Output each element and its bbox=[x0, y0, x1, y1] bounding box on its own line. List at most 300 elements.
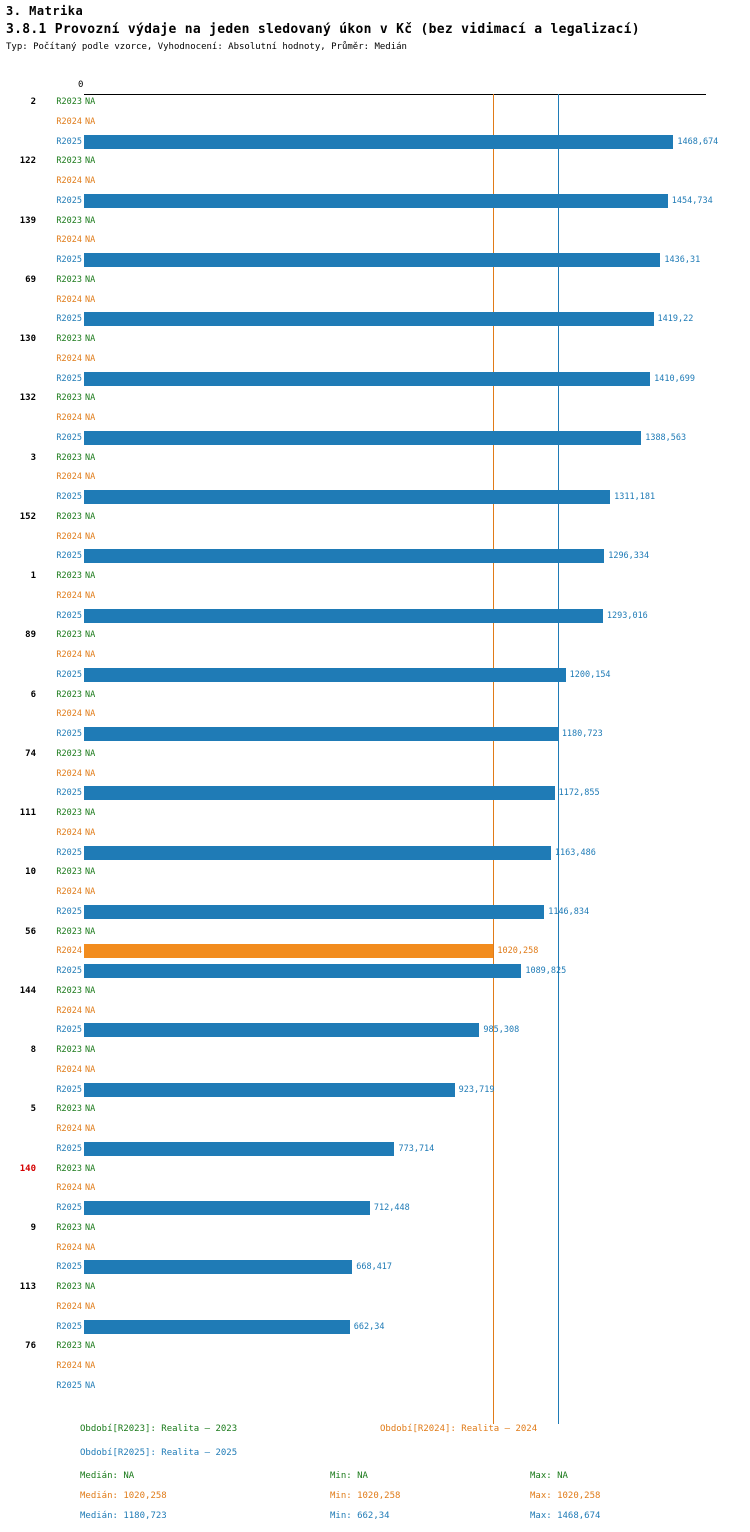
chart-row bbox=[0, 746, 750, 764]
group-id-label: 6 bbox=[30, 689, 36, 700]
row-series-label: R2025 bbox=[56, 136, 82, 147]
bar-R2025[interactable] bbox=[84, 431, 641, 445]
bar-value-label: 668,417 bbox=[356, 1262, 393, 1273]
row-series-label-box bbox=[40, 706, 82, 720]
row-series-label: R2024 bbox=[56, 709, 82, 720]
row-series-label: R2023 bbox=[56, 1341, 82, 1352]
chart-row bbox=[0, 667, 750, 685]
chart-row bbox=[0, 943, 750, 961]
na-marker: NA bbox=[85, 926, 96, 937]
chart-row bbox=[0, 1220, 750, 1238]
row-series-label-box bbox=[40, 351, 82, 365]
row-series-label-box bbox=[40, 292, 82, 306]
na-marker: NA bbox=[85, 1301, 96, 1312]
section-title: 3. Matrika bbox=[6, 4, 84, 18]
row-series-label-box bbox=[40, 548, 82, 562]
bar-R2025[interactable] bbox=[84, 1083, 455, 1097]
row-series-label: R2024 bbox=[56, 531, 82, 542]
chart-row bbox=[0, 430, 750, 448]
row-series-label-box bbox=[40, 983, 82, 997]
chart-row bbox=[0, 687, 750, 705]
bar-value-label: 1163,486 bbox=[554, 847, 596, 858]
row-series-label: R2024 bbox=[56, 768, 82, 779]
row-series-label-box bbox=[40, 331, 82, 345]
na-marker: NA bbox=[85, 650, 96, 660]
chart-row bbox=[0, 1378, 750, 1396]
na-marker: NA bbox=[85, 571, 96, 581]
chart-row bbox=[0, 825, 750, 843]
chart-row bbox=[0, 114, 750, 132]
legend-period-2024: Období[R2024]: Realita – 2024 bbox=[380, 1424, 538, 1434]
row-series-label: R2023 bbox=[56, 511, 82, 522]
bar-R2025[interactable] bbox=[84, 1201, 370, 1215]
legend-max-2024: Max: 1020,258 bbox=[530, 1491, 601, 1501]
row-series-label-box bbox=[40, 805, 82, 819]
chart-row bbox=[0, 1299, 750, 1317]
chart-row bbox=[0, 153, 750, 171]
bar-group bbox=[0, 509, 750, 568]
row-series-label-box bbox=[40, 272, 82, 286]
row-series-label: R2025 bbox=[56, 373, 82, 384]
row-series-label: R2023 bbox=[56, 215, 82, 226]
bar-value-label: 1410,699 bbox=[654, 373, 696, 384]
group-id-label: 76 bbox=[25, 1341, 36, 1352]
row-series-label-box bbox=[40, 1200, 82, 1214]
row-series-label-box bbox=[40, 588, 82, 602]
row-series-label: R2024 bbox=[56, 472, 82, 483]
row-series-label-box bbox=[40, 667, 82, 681]
row-series-label: R2024 bbox=[56, 946, 82, 957]
row-series-label-box bbox=[40, 1378, 82, 1392]
group-id-label: 111 bbox=[19, 808, 36, 818]
row-series-label-box bbox=[40, 864, 82, 878]
bar-value-label: 1146,834 bbox=[548, 906, 590, 917]
bar-value-label: 1296,334 bbox=[608, 551, 650, 562]
group-id-label: 139 bbox=[19, 215, 36, 226]
row-series-label: R2025 bbox=[56, 1380, 82, 1391]
row-series-label-box bbox=[40, 252, 82, 266]
bar-value-label: 1436,31 bbox=[664, 255, 701, 265]
bar-R2025[interactable] bbox=[84, 727, 558, 741]
legend-min-2025: Min: 662,34 bbox=[330, 1511, 390, 1521]
chart-row bbox=[0, 450, 750, 468]
row-series-label: R2024 bbox=[56, 590, 82, 601]
row-series-label: R2025 bbox=[56, 1203, 82, 1213]
row-series-label: R2023 bbox=[56, 748, 82, 759]
group-id-label: 152 bbox=[19, 511, 36, 522]
bar-group bbox=[0, 153, 750, 212]
row-series-label: R2023 bbox=[56, 97, 82, 107]
bar-R2025[interactable] bbox=[84, 1320, 350, 1334]
chart-row bbox=[0, 1279, 750, 1297]
bar-group bbox=[0, 805, 750, 864]
row-series-label-box bbox=[40, 1180, 82, 1194]
row-series-label-box bbox=[40, 450, 82, 464]
na-marker: NA bbox=[85, 590, 96, 601]
bar-R2025[interactable] bbox=[84, 964, 521, 978]
row-series-label: R2024 bbox=[56, 235, 82, 246]
row-series-label-box bbox=[40, 390, 82, 404]
na-marker: NA bbox=[85, 353, 96, 364]
row-series-label: R2023 bbox=[56, 630, 82, 641]
chart-row bbox=[0, 351, 750, 369]
row-series-label-box bbox=[40, 1042, 82, 1056]
row-series-label-box bbox=[40, 904, 82, 918]
na-marker: NA bbox=[85, 413, 96, 423]
bar-R2025[interactable] bbox=[84, 609, 603, 623]
bar-value-label: 923,719 bbox=[458, 1084, 495, 1095]
bar-value-label: 1020,258 bbox=[497, 946, 539, 957]
bar-group bbox=[0, 924, 750, 983]
na-marker: NA bbox=[85, 235, 96, 246]
row-series-label: R2024 bbox=[56, 1301, 82, 1312]
na-marker: NA bbox=[85, 1380, 96, 1391]
row-series-label: R2025 bbox=[56, 195, 82, 206]
legend-period-2025: Období[R2025]: Realita – 2025 bbox=[80, 1448, 238, 1458]
chart-row bbox=[0, 588, 750, 606]
row-series-label: R2023 bbox=[56, 1045, 82, 1055]
bar-R2025[interactable] bbox=[84, 253, 660, 267]
bar-group bbox=[0, 1101, 750, 1160]
chart-row bbox=[0, 924, 750, 942]
chart-row bbox=[0, 845, 750, 863]
row-series-label-box bbox=[40, 173, 82, 187]
row-series-label: R2024 bbox=[56, 1242, 82, 1253]
chart-row bbox=[0, 1022, 750, 1040]
row-series-label: R2025 bbox=[56, 729, 82, 739]
row-series-label: R2023 bbox=[56, 926, 82, 937]
na-marker: NA bbox=[85, 116, 96, 127]
chart-row bbox=[0, 1121, 750, 1139]
chart-row bbox=[0, 252, 750, 270]
chart-row bbox=[0, 627, 750, 645]
chart-row bbox=[0, 489, 750, 507]
chart-plot-area bbox=[0, 78, 750, 1408]
row-series-label-box bbox=[40, 1101, 82, 1115]
chart-row bbox=[0, 864, 750, 882]
na-marker: NA bbox=[85, 156, 96, 167]
bar-R2025[interactable] bbox=[84, 490, 610, 504]
bar-R2025[interactable] bbox=[84, 1260, 352, 1274]
legend-min-2023: Min: NA bbox=[330, 1471, 368, 1481]
row-series-label: R2024 bbox=[56, 176, 82, 186]
chart-row bbox=[0, 1259, 750, 1277]
row-series-label: R2023 bbox=[56, 571, 82, 581]
bar-group bbox=[0, 864, 750, 923]
row-series-label-box bbox=[40, 825, 82, 839]
row-series-label: R2023 bbox=[56, 393, 82, 404]
bar-group bbox=[0, 1279, 750, 1338]
chart-row bbox=[0, 1042, 750, 1060]
row-series-label: R2023 bbox=[56, 1282, 82, 1292]
row-series-label-box bbox=[40, 311, 82, 325]
na-marker: NA bbox=[85, 393, 96, 404]
na-marker: NA bbox=[85, 808, 96, 818]
bar-R2025[interactable] bbox=[84, 312, 654, 326]
na-marker: NA bbox=[85, 1064, 96, 1075]
row-series-label: R2025 bbox=[56, 492, 82, 502]
na-marker: NA bbox=[85, 1104, 96, 1115]
na-marker: NA bbox=[85, 1242, 96, 1253]
legend-max-2025: Max: 1468,674 bbox=[530, 1511, 601, 1521]
chart-row bbox=[0, 1062, 750, 1080]
chart-row bbox=[0, 568, 750, 586]
row-series-label-box bbox=[40, 568, 82, 582]
row-series-label-box bbox=[40, 766, 82, 780]
row-series-label: R2025 bbox=[56, 314, 82, 325]
bar-value-label: 985,308 bbox=[483, 1025, 520, 1036]
na-marker: NA bbox=[85, 630, 96, 641]
row-series-label-box bbox=[40, 1279, 82, 1293]
chart-row bbox=[0, 1200, 750, 1218]
chart-row bbox=[0, 134, 750, 152]
row-series-label: R2025 bbox=[56, 1143, 82, 1154]
bar-group bbox=[0, 568, 750, 627]
row-series-label-box bbox=[40, 529, 82, 543]
chart-row bbox=[0, 548, 750, 566]
bar-value-label: 1180,723 bbox=[561, 729, 603, 739]
row-series-label: R2025 bbox=[56, 551, 82, 562]
na-marker: NA bbox=[85, 294, 96, 305]
chart-row bbox=[0, 331, 750, 349]
row-series-label-box bbox=[40, 153, 82, 167]
na-marker: NA bbox=[85, 452, 96, 463]
bar-R2024[interactable] bbox=[84, 944, 493, 958]
chart-row bbox=[0, 311, 750, 329]
na-marker: NA bbox=[85, 1222, 96, 1233]
chart-row bbox=[0, 390, 750, 408]
legend-median-2025: Medián: 1180,723 bbox=[80, 1511, 167, 1521]
chart-subtitle: Typ: Počítaný podle vzorce, Vyhodnocení: Absolutní hodnoty, Průměr: Medián bbox=[6, 42, 407, 52]
na-marker: NA bbox=[85, 511, 96, 522]
row-series-label: R2024 bbox=[56, 1005, 82, 1016]
chart-row bbox=[0, 884, 750, 902]
row-series-label-box bbox=[40, 469, 82, 483]
bar-value-label: 1200,154 bbox=[569, 669, 611, 680]
na-marker: NA bbox=[85, 472, 96, 483]
bar-R2025[interactable] bbox=[84, 372, 650, 386]
row-series-label-box bbox=[40, 687, 82, 701]
bar-value-label: 712,448 bbox=[373, 1203, 410, 1213]
bar-group bbox=[0, 94, 750, 153]
row-series-label: R2024 bbox=[56, 116, 82, 127]
bar-R2025[interactable] bbox=[84, 846, 551, 860]
row-series-label-box bbox=[40, 1338, 82, 1352]
row-series-label: R2023 bbox=[56, 1163, 82, 1174]
bar-value-label: 1454,734 bbox=[671, 195, 713, 206]
chart-row bbox=[0, 785, 750, 803]
row-series-label: R2023 bbox=[56, 1222, 82, 1233]
row-series-label-box bbox=[40, 963, 82, 977]
chart-row bbox=[0, 193, 750, 211]
row-series-label: R2025 bbox=[56, 255, 82, 265]
page-title: 3.8.1 Provozní výdaje na jeden sledovaný úkon v Kč (bez vidimací a legalizací) bbox=[6, 22, 640, 37]
row-series-label: R2024 bbox=[56, 887, 82, 897]
chart-row bbox=[0, 963, 750, 981]
na-marker: NA bbox=[85, 1361, 96, 1371]
chart-row bbox=[0, 232, 750, 250]
group-id-label: 113 bbox=[19, 1282, 36, 1292]
chart-row bbox=[0, 213, 750, 231]
na-marker: NA bbox=[85, 985, 96, 996]
row-series-label-box bbox=[40, 884, 82, 898]
bar-R2025[interactable] bbox=[84, 905, 544, 919]
row-series-label-box bbox=[40, 1022, 82, 1036]
axis-zero-label: 0 bbox=[78, 80, 84, 90]
row-series-label-box bbox=[40, 1003, 82, 1017]
row-series-label-box bbox=[40, 94, 82, 108]
bar-R2025[interactable] bbox=[84, 549, 604, 563]
chart-row bbox=[0, 1003, 750, 1021]
chart-row bbox=[0, 766, 750, 784]
row-series-label: R2025 bbox=[56, 906, 82, 917]
row-series-label: R2025 bbox=[56, 1262, 82, 1273]
bar-R2025[interactable] bbox=[84, 135, 673, 149]
bar-value-label: 773,714 bbox=[398, 1143, 435, 1154]
na-marker: NA bbox=[85, 97, 96, 107]
legend-min-2024: Min: 1020,258 bbox=[330, 1491, 401, 1501]
group-id-label: 122 bbox=[19, 156, 36, 167]
group-id-label: 3 bbox=[30, 452, 36, 463]
group-id-label: 5 bbox=[30, 1104, 36, 1115]
chart-row bbox=[0, 983, 750, 1001]
row-series-label: R2024 bbox=[56, 1064, 82, 1075]
row-series-label-box bbox=[40, 1299, 82, 1313]
row-series-label-box bbox=[40, 1062, 82, 1076]
row-series-label: R2025 bbox=[56, 432, 82, 443]
na-marker: NA bbox=[85, 1005, 96, 1016]
chart-row bbox=[0, 410, 750, 428]
row-series-label-box bbox=[40, 608, 82, 622]
row-series-label: R2025 bbox=[56, 1084, 82, 1095]
group-id-label: 10 bbox=[25, 867, 36, 878]
chart-row bbox=[0, 1082, 750, 1100]
row-series-label: R2023 bbox=[56, 452, 82, 463]
chart-row bbox=[0, 608, 750, 626]
chart-row bbox=[0, 1141, 750, 1159]
row-series-label-box bbox=[40, 489, 82, 503]
row-series-label: R2024 bbox=[56, 1124, 82, 1134]
row-series-label: R2023 bbox=[56, 1104, 82, 1115]
group-id-label: 144 bbox=[19, 985, 36, 996]
chart-row bbox=[0, 1180, 750, 1198]
bar-value-label: 1419,22 bbox=[657, 314, 694, 325]
bar-value-label: 1388,563 bbox=[645, 432, 687, 443]
row-series-label: R2023 bbox=[56, 689, 82, 700]
row-series-label-box bbox=[40, 430, 82, 444]
na-marker: NA bbox=[85, 827, 96, 838]
chart-row bbox=[0, 173, 750, 191]
row-series-label-box bbox=[40, 232, 82, 246]
bar-group bbox=[0, 1042, 750, 1101]
row-series-label-box bbox=[40, 1141, 82, 1155]
na-marker: NA bbox=[85, 1124, 96, 1134]
row-series-label-box bbox=[40, 785, 82, 799]
row-series-label: R2024 bbox=[56, 353, 82, 364]
bar-R2025[interactable] bbox=[84, 1023, 479, 1037]
bar-R2025[interactable] bbox=[84, 1142, 394, 1156]
na-marker: NA bbox=[85, 274, 96, 285]
row-series-label-box bbox=[40, 1121, 82, 1135]
na-marker: NA bbox=[85, 689, 96, 700]
row-series-label-box bbox=[40, 1358, 82, 1372]
row-series-label-box bbox=[40, 924, 82, 938]
row-series-label: R2023 bbox=[56, 334, 82, 344]
na-marker: NA bbox=[85, 1282, 96, 1292]
chart-row bbox=[0, 509, 750, 527]
na-marker: NA bbox=[85, 887, 96, 897]
chart-row bbox=[0, 292, 750, 310]
group-id-label: 69 bbox=[25, 274, 36, 285]
chart-row bbox=[0, 805, 750, 823]
bar-R2025[interactable] bbox=[84, 786, 555, 800]
bar-R2025[interactable] bbox=[84, 668, 566, 682]
na-marker: NA bbox=[85, 709, 96, 720]
bar-group bbox=[0, 450, 750, 509]
row-series-label-box bbox=[40, 410, 82, 424]
row-series-label-box bbox=[40, 193, 82, 207]
bar-value-label: 1468,674 bbox=[677, 136, 719, 147]
row-series-label-box bbox=[40, 746, 82, 760]
group-id-label: 9 bbox=[30, 1222, 36, 1233]
row-series-label: R2024 bbox=[56, 1183, 82, 1194]
row-series-label-box bbox=[40, 134, 82, 148]
row-series-label-box bbox=[40, 1240, 82, 1254]
row-series-label-box bbox=[40, 1082, 82, 1096]
na-marker: NA bbox=[85, 1045, 96, 1055]
chart-row bbox=[0, 94, 750, 112]
bar-value-label: 1172,855 bbox=[558, 788, 600, 799]
row-series-label-box bbox=[40, 1161, 82, 1175]
na-marker: NA bbox=[85, 176, 96, 186]
row-series-label: R2023 bbox=[56, 985, 82, 996]
na-marker: NA bbox=[85, 1341, 96, 1352]
row-series-label-box bbox=[40, 114, 82, 128]
chart-row bbox=[0, 272, 750, 290]
bar-group bbox=[0, 1161, 750, 1220]
legend-period-2023: Období[R2023]: Realita – 2023 bbox=[80, 1424, 238, 1434]
row-series-label: R2024 bbox=[56, 650, 82, 660]
row-series-label-box bbox=[40, 943, 82, 957]
row-series-label: R2025 bbox=[56, 1321, 82, 1332]
bar-group bbox=[0, 746, 750, 805]
row-series-label-box bbox=[40, 647, 82, 661]
row-series-label-box bbox=[40, 371, 82, 385]
group-id-label: 89 bbox=[25, 630, 36, 641]
row-series-label: R2024 bbox=[56, 827, 82, 838]
group-id-label: 132 bbox=[19, 393, 36, 404]
chart-row bbox=[0, 469, 750, 487]
na-marker: NA bbox=[85, 531, 96, 542]
bar-group bbox=[0, 390, 750, 449]
bar-value-label: 1089,825 bbox=[525, 966, 567, 976]
na-marker: NA bbox=[85, 1163, 96, 1174]
row-series-label: R2023 bbox=[56, 867, 82, 878]
bar-group bbox=[0, 687, 750, 746]
group-id-label: 8 bbox=[30, 1045, 36, 1055]
legend-median-2024: Medián: 1020,258 bbox=[80, 1491, 167, 1501]
bar-R2025[interactable] bbox=[84, 194, 668, 208]
na-marker: NA bbox=[85, 768, 96, 779]
row-series-label: R2023 bbox=[56, 274, 82, 285]
chart-row bbox=[0, 726, 750, 744]
bar-group bbox=[0, 1220, 750, 1279]
na-marker: NA bbox=[85, 867, 96, 878]
bar-group bbox=[0, 1338, 750, 1397]
row-series-label: R2024 bbox=[56, 413, 82, 423]
row-series-label: R2025 bbox=[56, 669, 82, 680]
bar-value-label: 1311,181 bbox=[614, 492, 656, 502]
